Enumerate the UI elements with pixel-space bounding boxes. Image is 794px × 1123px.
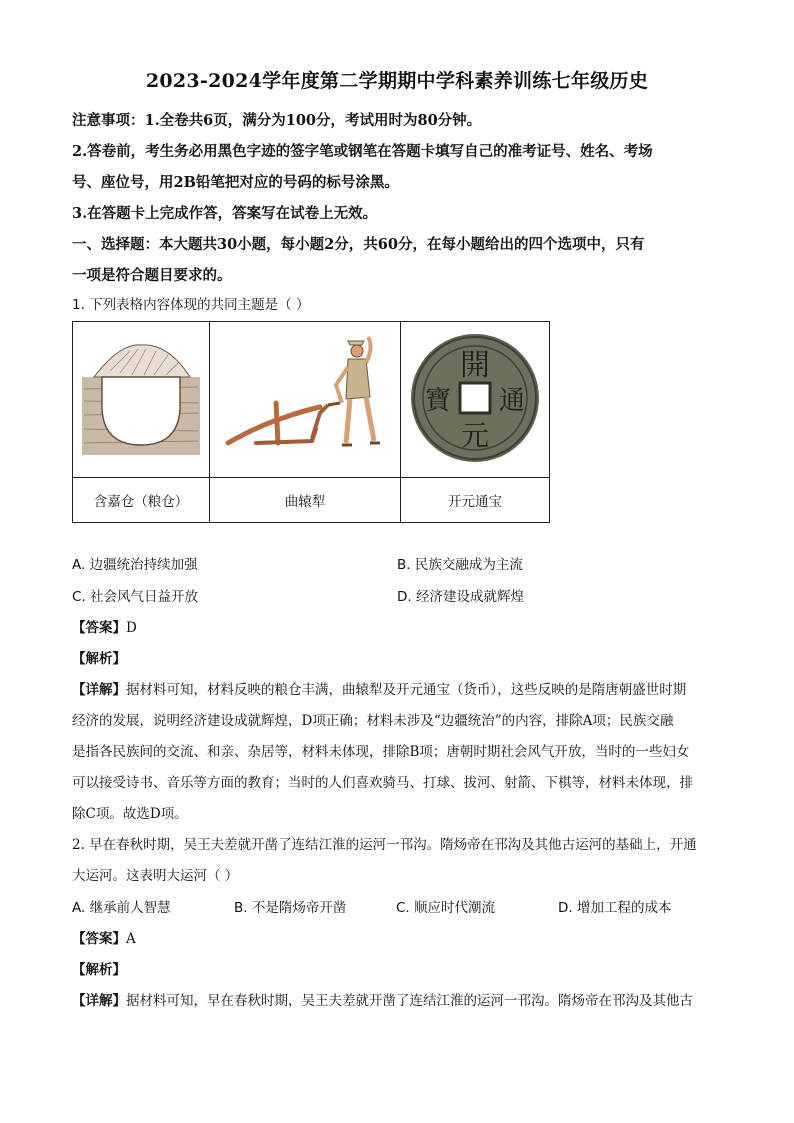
coin-char-right: 通: [498, 385, 526, 416]
q2-option-d: D. 增加工程的成本: [558, 900, 672, 916]
granary-image: [80, 337, 202, 459]
exam-page: [72, 62, 722, 1017]
detail-text: 据材料可知，早在春秋时期，吴王夫差就开凿了连结江淮的运河一邗沟。隋炀帝在邗沟及其他古: [126, 993, 693, 1009]
q2-detail-line-1: [72, 986, 722, 1017]
caption-plough: 曲辕犁: [210, 478, 401, 523]
answer-label: 【答案】: [72, 620, 126, 636]
detail-text: 据材料可知，材料反映的粮仓丰满，曲辕犁及开元通宝（货币），这些反映的是隋唐朝盛世时期: [126, 682, 687, 698]
plough-image-cell: [210, 322, 401, 478]
q1-detail-line-3: 是指各民族间的交流、和亲、杂居等，材料未体现，排除B项；唐朝时期社会风气开放，当时的一些妇女: [72, 744, 690, 760]
q1-option-a: A. 边疆统治持续加强: [72, 557, 198, 573]
note-line-2: 2.答卷前，考生务必用黑色字迹的签字笔或钢笔在答题卡填写自己的准考证号、姓名、考场: [72, 143, 653, 160]
detail-label: 【详解】: [72, 682, 126, 698]
answer-value: A: [126, 931, 136, 947]
q1-detail-line-2: 经济的发展，说明经济建设成就辉煌，D项正确；材料未涉及“边疆统治”的内容，排除A项；民族交融: [72, 713, 674, 729]
section-heading-1: 一、选择题：本大题共30小题，每小题2分，共60分，在每小题给出的四个选项中，只有: [72, 236, 645, 253]
coin-char-left: 寶: [424, 385, 452, 416]
answer-value: D: [126, 620, 137, 636]
note-line-3: 号、座位号，用2B铅笔把对应的号码的标号涂黑。: [72, 174, 399, 191]
q1-options: [72, 549, 722, 613]
section-heading-2: 一项是符合题目要求的。: [72, 267, 232, 284]
q1-detail-line-4: 可以接受诗书、音乐等方面的教育；当时的人们喜欢骑马、打球、拔河、射箭、下棋等，材料未体现，排: [72, 775, 693, 791]
answer-label: 【答案】: [72, 931, 126, 947]
q1-option-d: D. 经济建设成就辉煌: [397, 589, 524, 605]
note-line-4: 3.在答题卡上完成作答，答案写在试卷上无效。: [72, 205, 378, 222]
q2-options: [72, 892, 722, 924]
q1-detail-line-1: [72, 675, 722, 706]
q1-answer: [72, 613, 722, 644]
plough-image: [216, 333, 394, 463]
q1-image-table: [72, 321, 550, 523]
granary-image-cell: [73, 322, 210, 478]
q2-answer: [72, 924, 722, 955]
note-line-1: 注意事项：1.全卷共6页，满分为100分，考试用时为80分钟。: [72, 112, 482, 129]
coin-char-top: 開: [460, 347, 490, 383]
coin-image: [406, 329, 544, 467]
coin-char-bottom: 元: [460, 418, 490, 452]
q1-stem: 1. 下列表格内容体现的共同主题是（ ）: [72, 297, 310, 313]
q1-option-b: B. 民族交融成为主流: [397, 557, 523, 573]
q2-option-c: C. 顺应时代潮流: [396, 900, 496, 916]
q1-option-c: C. 社会风气日益开放: [72, 589, 199, 605]
q1-analysis-label: 【解析】: [72, 651, 126, 667]
detail-label: 【详解】: [72, 993, 126, 1009]
page-title: 2023-2024学年度第二学期期中学科素养训练七年级历史: [145, 70, 649, 92]
caption-granary: 含嘉仓（粮仓）: [73, 478, 210, 523]
q2-option-b: B. 不是隋炀帝开凿: [234, 900, 347, 916]
q2-stem-line-2: 大运河。这表明大运河（ ）: [72, 868, 239, 884]
q2-analysis-label: 【解析】: [72, 962, 126, 978]
caption-coin: 开元通宝: [401, 478, 550, 523]
coin-image-cell: [401, 322, 550, 478]
q1-detail-line-5: 除C项。故选D项。: [72, 806, 188, 822]
q2-stem-line-1: 2. 早在春秋时期，吴王夫差就开凿了连结江淮的运河一邗沟。隋炀帝在邗沟及其他古运河的基础上，开通: [72, 837, 697, 853]
q2-option-a: A. 继承前人智慧: [72, 900, 171, 916]
